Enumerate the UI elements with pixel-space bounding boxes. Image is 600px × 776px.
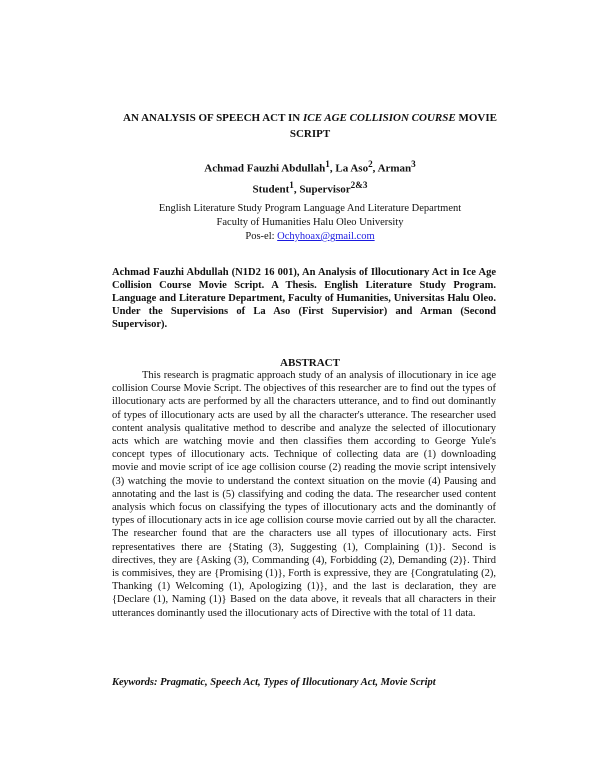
abstract-heading: ABSTRACT: [280, 357, 340, 369]
email-label: Pos-el:: [245, 231, 278, 242]
bibliographic-summary: Achmad Fauzhi Abdullah (N1D2 16 001), An Analysis of Illocutionary Act in Ice Age Collision Course Movie Script. A Thesis. English Literature Study Program. Language and Literature Department, Faculty of Humanities, Universitas Halu Oleo. Under the Supervisions of La Aso (First Supervisior) and Arman (Second Supervisor).: [112, 267, 496, 330]
affiliation-line-2: Faculty of Humanities Halu Oleo University: [216, 217, 404, 228]
role-line: [110, 178, 510, 197]
author-3-sup: 3: [411, 159, 416, 169]
affiliation: [110, 202, 510, 244]
author-3: , Arman: [372, 162, 412, 175]
email-link[interactable]: Ochyhoax@gmail.com: [277, 231, 375, 242]
role-1: Student: [252, 183, 290, 196]
role-2: , Supervisor: [293, 183, 351, 196]
role-1-sup: 1: [289, 180, 294, 190]
paper-title: [110, 110, 510, 142]
title-italic: ICE AGE COLLISION COURSE: [302, 112, 456, 124]
email-line: [110, 230, 510, 244]
affiliation-line-1: English Literature Study Program Language And Literature Department: [158, 203, 462, 214]
author-1: Achmad Fauzhi Abdullah: [204, 162, 326, 175]
author-2: , La Aso: [329, 162, 369, 175]
title-prefix: AN ANALYSIS OF SPEECH ACT IN: [123, 112, 303, 124]
author-2-sup: 2: [368, 159, 373, 169]
author-1-sup: 1: [325, 159, 330, 169]
title-suffix: MOVIE SCRIPT: [289, 112, 497, 140]
role-2-sup: 2&3: [350, 180, 368, 190]
abstract-body: This research is pragmatic approach study of an analysis of illocutionary in ice age collision Course Movie Script. The objectives of this researcher are to find out the types of illocutionary acts are performed by all the characters utterance, and to find out dominantly of types of illocutionary acts are used by all the character's utterance. The researcher used content analysis qualitative method to describe and analyze the selected of illocutionary acts which are watching movie and then classifies them according to George Yule's concept types of illocutionary acts. Technique of collecting data are (1) downloading movie and movie script of ice age collision course (2) reading the movie script intensively (3) watching the movie to understand the context situation on the movie (4) Pausing and annotating and the last is (5) classifying and coding the data. The researcher used content analysis which focus on classifying the types of illocutionary acts and the dominantly of types of illocutionary acts in ice age collision course movie carried out by all the character. The researcher found that are the characters use all types of illocutionary acts. First representatives there are {Stating (3), Suggesting (1), Complaining (1)}. Second is directives, they are {Asking (3), Commanding (4), Forbidding (2), Demanding (2)}. Third is commisives, they are {Promising (1)}, Forth is expressive, they are {Congratulating (2), Thanking (1) Welcoming (1), Apologizing (1)}, and the last is declaration, they are {Declare (1), Naming (1)} Based on the data above, it reveals that all characters in their utterances dominantly used the illocutionary acts of Directive with the total of 11 data.: [112, 370, 496, 619]
keywords-line: Keywords: Pragmatic, Speech Act, Types of Illocutionary Act, Movie Script: [112, 677, 436, 688]
author-line: [110, 157, 510, 176]
